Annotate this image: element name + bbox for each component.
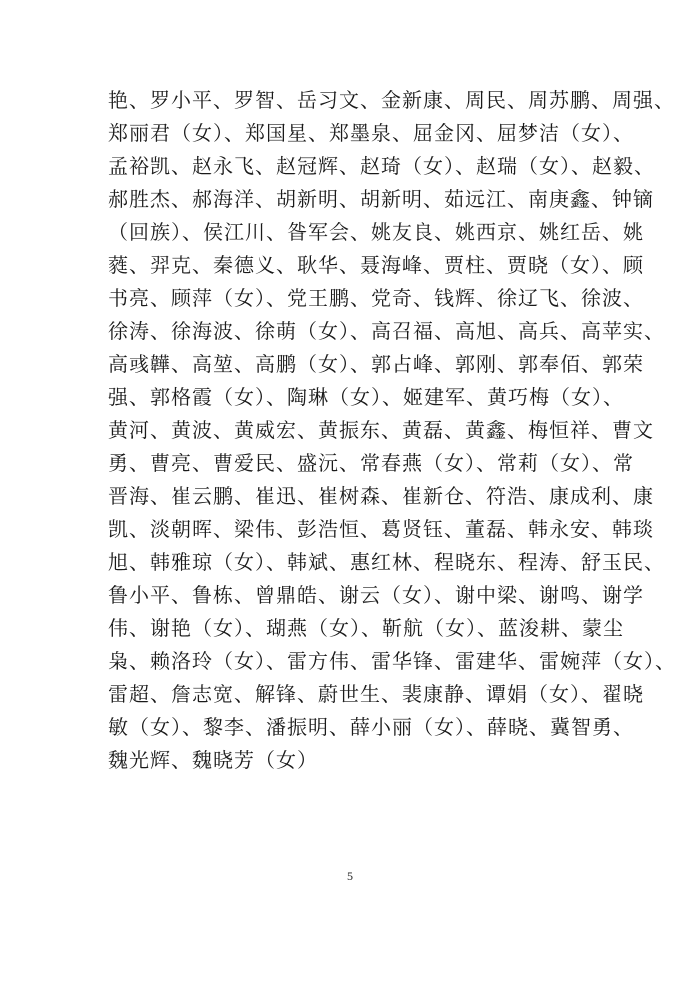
text-line: 伟、谢艳（女）、瑚燕（女）、靳航（女）、蓝浚耕、蒙尘 xyxy=(108,616,624,640)
text-line: 高彧韡、高堃、高鹏（女）、郭占峰、郭刚、郭奉佰、郭荣 xyxy=(108,352,644,376)
page-number: 5 xyxy=(347,869,353,883)
text-line: 旭、韩雅琼（女）、韩斌、惠红林、程晓东、程涛、舒玉民、 xyxy=(108,550,665,574)
text-line: 书亮、顾萍（女）、党王鹏、党奇、钱辉、徐辽飞、徐波、 xyxy=(108,286,644,310)
text-line: 艳、罗小平、罗智、岳习文、金新康、周民、周苏鹏、周强、 xyxy=(108,88,675,112)
name-list xyxy=(108,84,676,777)
text-line: 晋海、崔云鹏、崔迅、崔树森、崔新仓、符浩、康成利、康 xyxy=(108,484,654,508)
text-line: 孟裕凯、赵永飞、赵冠辉、赵琦（女）、赵瑞（女）、赵毅、 xyxy=(108,154,655,178)
text-line: 郝胜杰、郝海洋、胡新明、胡新明、茹远江、南庚鑫、钟镝 xyxy=(108,187,654,211)
text-line: 凯、淡朝晖、梁伟、彭浩恒、葛贤钰、董磊、韩永安、韩琰 xyxy=(108,517,654,541)
text-line: 郑丽君（女）、郑国星、郑墨泉、屈金冈、屈梦洁（女）、 xyxy=(108,121,634,145)
text-line: 勇、曹亮、曹爱民、盛沅、常春燕（女）、常莉（女）、常 xyxy=(108,451,634,475)
text-line: 强、郭格霞（女）、陶琳（女）、姬建军、黄巧梅（女）、 xyxy=(108,385,624,409)
text-line: 蕤、羿克、秦德义、耿华、聂海峰、贾柱、贾晓（女）、顾 xyxy=(108,253,644,277)
text-line: 徐涛、徐海波、徐萌（女）、高召福、高旭、高兵、高苹实、 xyxy=(108,319,665,343)
text-line: 黄河、黄波、黄威宏、黄振东、黄磊、黄鑫、梅恒祥、曹文 xyxy=(108,418,654,442)
text-line: 魏光辉、魏晓芳（女） xyxy=(108,748,318,772)
text-line: 雷超、詹志宽、解锋、蔚世生、裴康静、谭娟（女）、翟晓 xyxy=(108,682,644,706)
text-line: （回族）、侯江川、昝军会、姚友良、姚西京、姚红岳、姚 xyxy=(108,220,644,244)
text-line: 鲁小平、鲁栋、曾鼎皓、谢云（女）、谢中梁、谢鸣、谢学 xyxy=(108,583,644,607)
text-line: 枭、赖洛玲（女）、雷方伟、雷华锋、雷建华、雷婉萍（女）、 xyxy=(108,649,676,673)
text-line: 敏（女）、黎李、潘振明、薛小丽（女）、薛晓、冀智勇、 xyxy=(108,715,634,739)
